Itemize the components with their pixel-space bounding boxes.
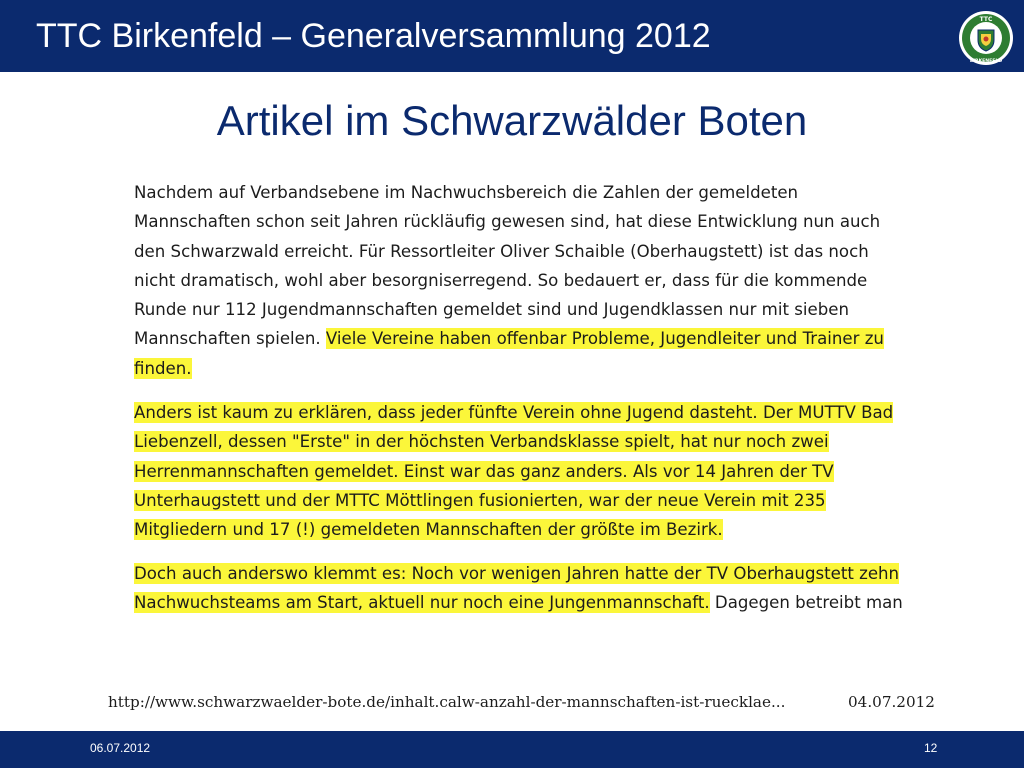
article-line [134,324,954,353]
source-date: 04.07.2012 [848,693,935,711]
source-url: http://www.schwarzwaelder-bote.de/inhalt.calw-anzahl-der-mannschaften-ist-ruecklae... [108,693,786,711]
page-number: 12 [924,741,938,755]
article-text-highlight: Viele Vereine haben offenbar Probleme, Jugendleiter und Trainer zu [325,329,884,349]
article-line [134,515,954,544]
header-bar [0,0,1024,72]
article-text-highlight: Herrenmannschaften gemeldet. Einst war das ganz anders. Als vor 14 Jahren der TV [134,461,834,481]
article-line [134,486,954,515]
article-excerpt [134,178,954,617]
logo-bottom-text: BIRKENFELD [969,59,1003,64]
article-text-highlight: finden. [134,358,192,378]
article-line [134,354,954,383]
footer-bar [0,731,1024,768]
article-line: nicht dramatisch, wohl aber besorgniserregend. So bedauert er, dass für die kommende [134,270,868,290]
article-paragraph-3 [134,559,954,618]
article-line: Nachdem auf Verbandsebene im Nachwuchsbereich die Zahlen der gemeldeten [134,183,799,202]
article-line: Runde nur 112 Jugendmannschaften gemeldet sind und Jugendklassen nur mit sieben [134,300,849,320]
article-text-highlight: Nachwuchsteams am Start, aktuell nur noch eine Jungenmannschaft. [134,592,710,612]
article-text-highlight: Liebenzell, dessen "Erste" in der höchsten Verbandsklasse spielt, hat nur noch zwei [134,432,829,452]
article-line: den Schwarzwald erreicht. Für Ressortleiter Oliver Schaible (Oberhaugstett) ist das noch [134,241,869,261]
article-text-highlight: Unterhaugstett und der MTTC Möttlingen fusionierten, war der neue Verein mit 235 [134,490,826,510]
article-line [134,427,954,456]
article-text-highlight: Anders ist kaum zu erklären, dass jeder fünfte Verein ohne Jugend dasteht. Der MUTTV Bad [134,403,894,423]
article-line [134,398,954,427]
article-text-plain: Dagegen betreibt man [709,592,903,612]
slide-title: Artikel im Schwarzwälder Boten [216,97,808,144]
article-line [134,559,954,588]
footer-date: 06.07.2012 [90,741,151,755]
article-text-highlight: Mitgliedern und 17 (!) gemeldeten Mannschaften der größte im Bezirk. [134,520,723,540]
article-line [134,588,954,617]
header-title: TTC Birkenfeld – Generalversammlung 2012 [36,17,711,55]
logo-top-text: TTC [979,16,993,23]
article-line [134,457,954,486]
article-paragraph-2 [134,398,954,544]
article-line: Mannschaften schon seit Jahren rückläufig gewesen sind, hat diese Entwicklung nun auch [134,212,881,232]
article-text-plain: Mannschaften spielen. [134,329,326,349]
article-paragraph-1 [134,178,954,383]
article-text-highlight: Doch auch anderswo klemmt es: Noch vor wenigen Jahren hatte der TV Oberhaugstett zehn [134,563,900,583]
ttc-birkenfeld-club-crest-icon [958,10,1014,66]
